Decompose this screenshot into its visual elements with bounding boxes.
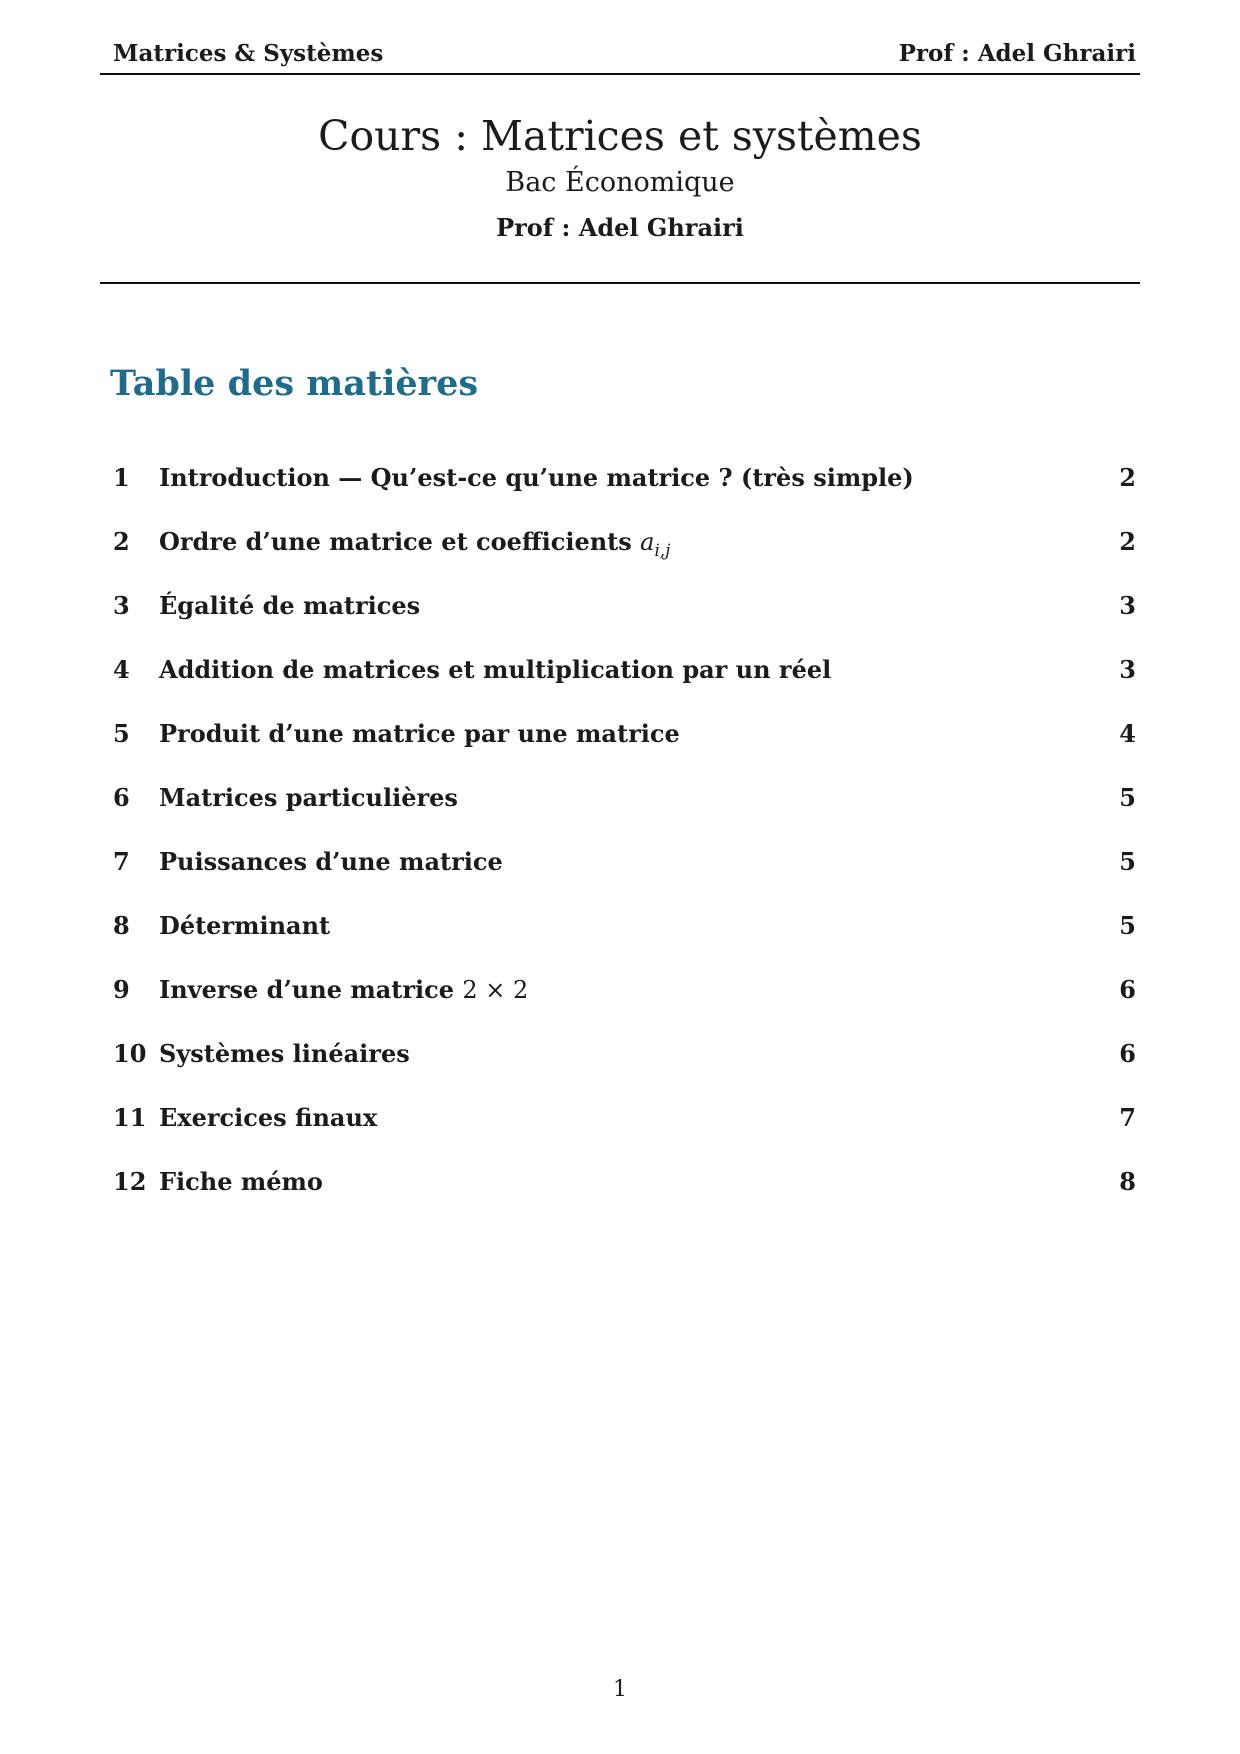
title-block	[0, 112, 1240, 243]
toc-entry-page: 3	[1119, 655, 1136, 684]
toc-entry-12[interactable]	[113, 1167, 1136, 1197]
math-dimension-expression: 2 × 2	[462, 976, 529, 1004]
toc-entry-3[interactable]	[113, 591, 1136, 621]
header-right-author: Prof : Adel Ghrairi	[898, 40, 1136, 67]
toc-entry-number: 1	[113, 463, 130, 492]
page-number: 1	[613, 1677, 627, 1702]
toc-entry-title: Introduction — Qu’est-ce qu’une matrice ? (très simple)	[159, 463, 914, 492]
toc-entry-5[interactable]	[113, 719, 1136, 749]
header-rule	[100, 73, 1140, 75]
toc-entry-title: Matrices particulières	[159, 783, 458, 812]
toc-entry-page: 2	[1119, 527, 1136, 556]
toc-entry-page: 3	[1119, 591, 1136, 620]
toc-entry-number: 8	[113, 911, 130, 940]
toc-entry-4[interactable]	[113, 655, 1136, 685]
toc-entry-number: 7	[113, 847, 130, 876]
toc-entry-8[interactable]	[113, 911, 1136, 941]
toc-list	[113, 463, 1136, 1197]
toc-entry-6[interactable]	[113, 783, 1136, 813]
toc-entry-title: Égalité de matrices	[159, 591, 421, 620]
toc-entry-number: 10	[113, 1039, 147, 1068]
toc-entry-1[interactable]	[113, 463, 1136, 493]
toc-entry-number: 9	[113, 975, 130, 1004]
document-title: Cours : Matrices et systèmes	[318, 112, 922, 160]
toc-entry-7[interactable]	[113, 847, 1136, 877]
toc-entry-page: 7	[1119, 1103, 1136, 1132]
toc-heading: Table des matières	[110, 363, 479, 404]
toc-entry-page: 2	[1119, 463, 1136, 492]
toc-entry-11[interactable]	[113, 1103, 1136, 1133]
toc-entry-number: 5	[113, 719, 130, 748]
toc-entry-title: Exercices finaux	[159, 1103, 378, 1132]
toc-entry-number: 6	[113, 783, 130, 812]
math-coefficient-symbol: $a_{i,j}$	[640, 528, 671, 560]
toc-entry-title: Déterminant	[159, 911, 331, 940]
toc-entry-page: 6	[1119, 1039, 1136, 1068]
toc-entry-number: 4	[113, 655, 130, 684]
header-left-title: Matrices & Systèmes	[113, 40, 384, 67]
toc-entry-title: Produit d’une matrice par une matrice	[159, 719, 680, 748]
toc-entry-number: 2	[113, 527, 130, 556]
toc-entry-title: Addition de matrices et multiplication par un réel	[159, 655, 832, 684]
document-subtitle: Bac Économique	[505, 167, 735, 198]
toc-entry-page: 6	[1119, 975, 1136, 1004]
toc-entry-title: Systèmes linéaires	[159, 1039, 410, 1068]
toc-entry-page: 5	[1119, 783, 1136, 812]
toc-entry-page: 5	[1119, 847, 1136, 876]
running-header	[113, 42, 1136, 66]
toc-entry-number: 3	[113, 591, 130, 620]
toc-entry-page: 5	[1119, 911, 1136, 940]
toc-entry-10[interactable]	[113, 1039, 1136, 1069]
document-author: Prof : Adel Ghrairi	[496, 213, 744, 242]
toc-entry-title: Ordre d’une matrice et coefficients $a_{i,j}$	[159, 527, 671, 560]
toc-entry-title: Puissances d’une matrice	[159, 847, 503, 876]
toc-entry-number: 12	[113, 1167, 147, 1196]
toc-entry-number: 11	[113, 1103, 147, 1132]
toc-entry-title: Fiche mémo	[159, 1167, 323, 1196]
title-separator-rule	[100, 282, 1140, 284]
toc-entry-title: Inverse d’une matrice 2 × 2	[159, 975, 529, 1004]
toc-entry-page: 4	[1119, 719, 1136, 748]
toc-entry-page: 8	[1119, 1167, 1136, 1196]
toc-entry-9[interactable]	[113, 975, 1136, 1005]
toc-entry-2[interactable]	[113, 527, 1136, 560]
